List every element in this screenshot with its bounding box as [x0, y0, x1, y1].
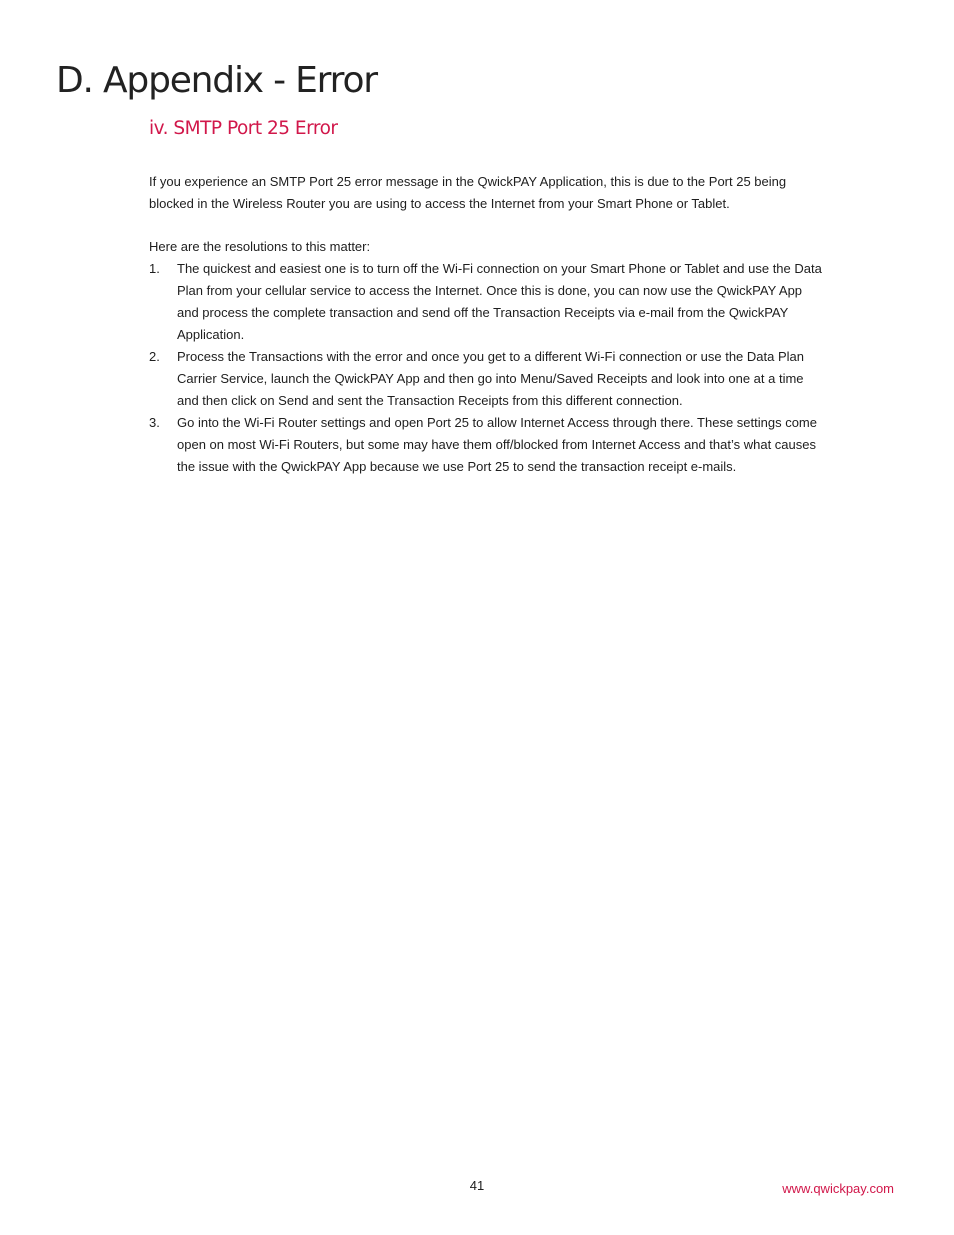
resolution-item-2 — [149, 346, 824, 412]
page-title: D. Appendix - Error — [56, 60, 377, 101]
list-item-text: Go into the Wi-Fi Router settings and open Port 25 to allow Internet Access through there. These settings come open on most Wi-Fi Routers, but some may have them off/blocked from Internet Access and that’s what causes the issue with the QwickPAY App because we use Port 25 to send the transaction receipt e-mails. — [177, 415, 817, 474]
section-title: iv. SMTP Port 25 Error — [149, 118, 338, 139]
list-number: 3. — [149, 415, 160, 430]
resolutions-heading: Here are the resolutions to this matter: — [149, 239, 371, 254]
resolution-item-1 — [149, 258, 824, 346]
list-item-text: The quickest and easiest one is to turn off the Wi-Fi connection on your Smart Phone or Tablet and use the Data Plan from your cellular service to access the Internet. Once this is done, you can now use the QwickPAY App and process the complete transaction and send off the Transaction Receipts via e-mail from the QwickPAY Application. — [177, 261, 822, 342]
website-link[interactable]: www.qwickpay.com — [782, 1181, 894, 1196]
intro-paragraph: If you experience an SMTP Port 25 error message in the QwickPAY Application, this is due to the Port 25 being blocked in the Wireless Router you are using to access the Internet from your Smart Phone or Tablet. — [149, 174, 787, 211]
resolution-item-3 — [149, 412, 824, 478]
page-number: 41 — [469, 1178, 485, 1193]
resolution-list — [149, 258, 824, 478]
list-number: 1. — [149, 261, 160, 276]
list-item-text: Process the Transactions with the error and once you get to a different Wi-Fi connection or use the Data Plan Carrier Service, launch the QwickPAY App and then go into Menu/Saved Receipts and look into one at a time and then click on Send and sent the Transaction Receipts from this different connection. — [177, 349, 804, 408]
list-number: 2. — [149, 349, 160, 364]
